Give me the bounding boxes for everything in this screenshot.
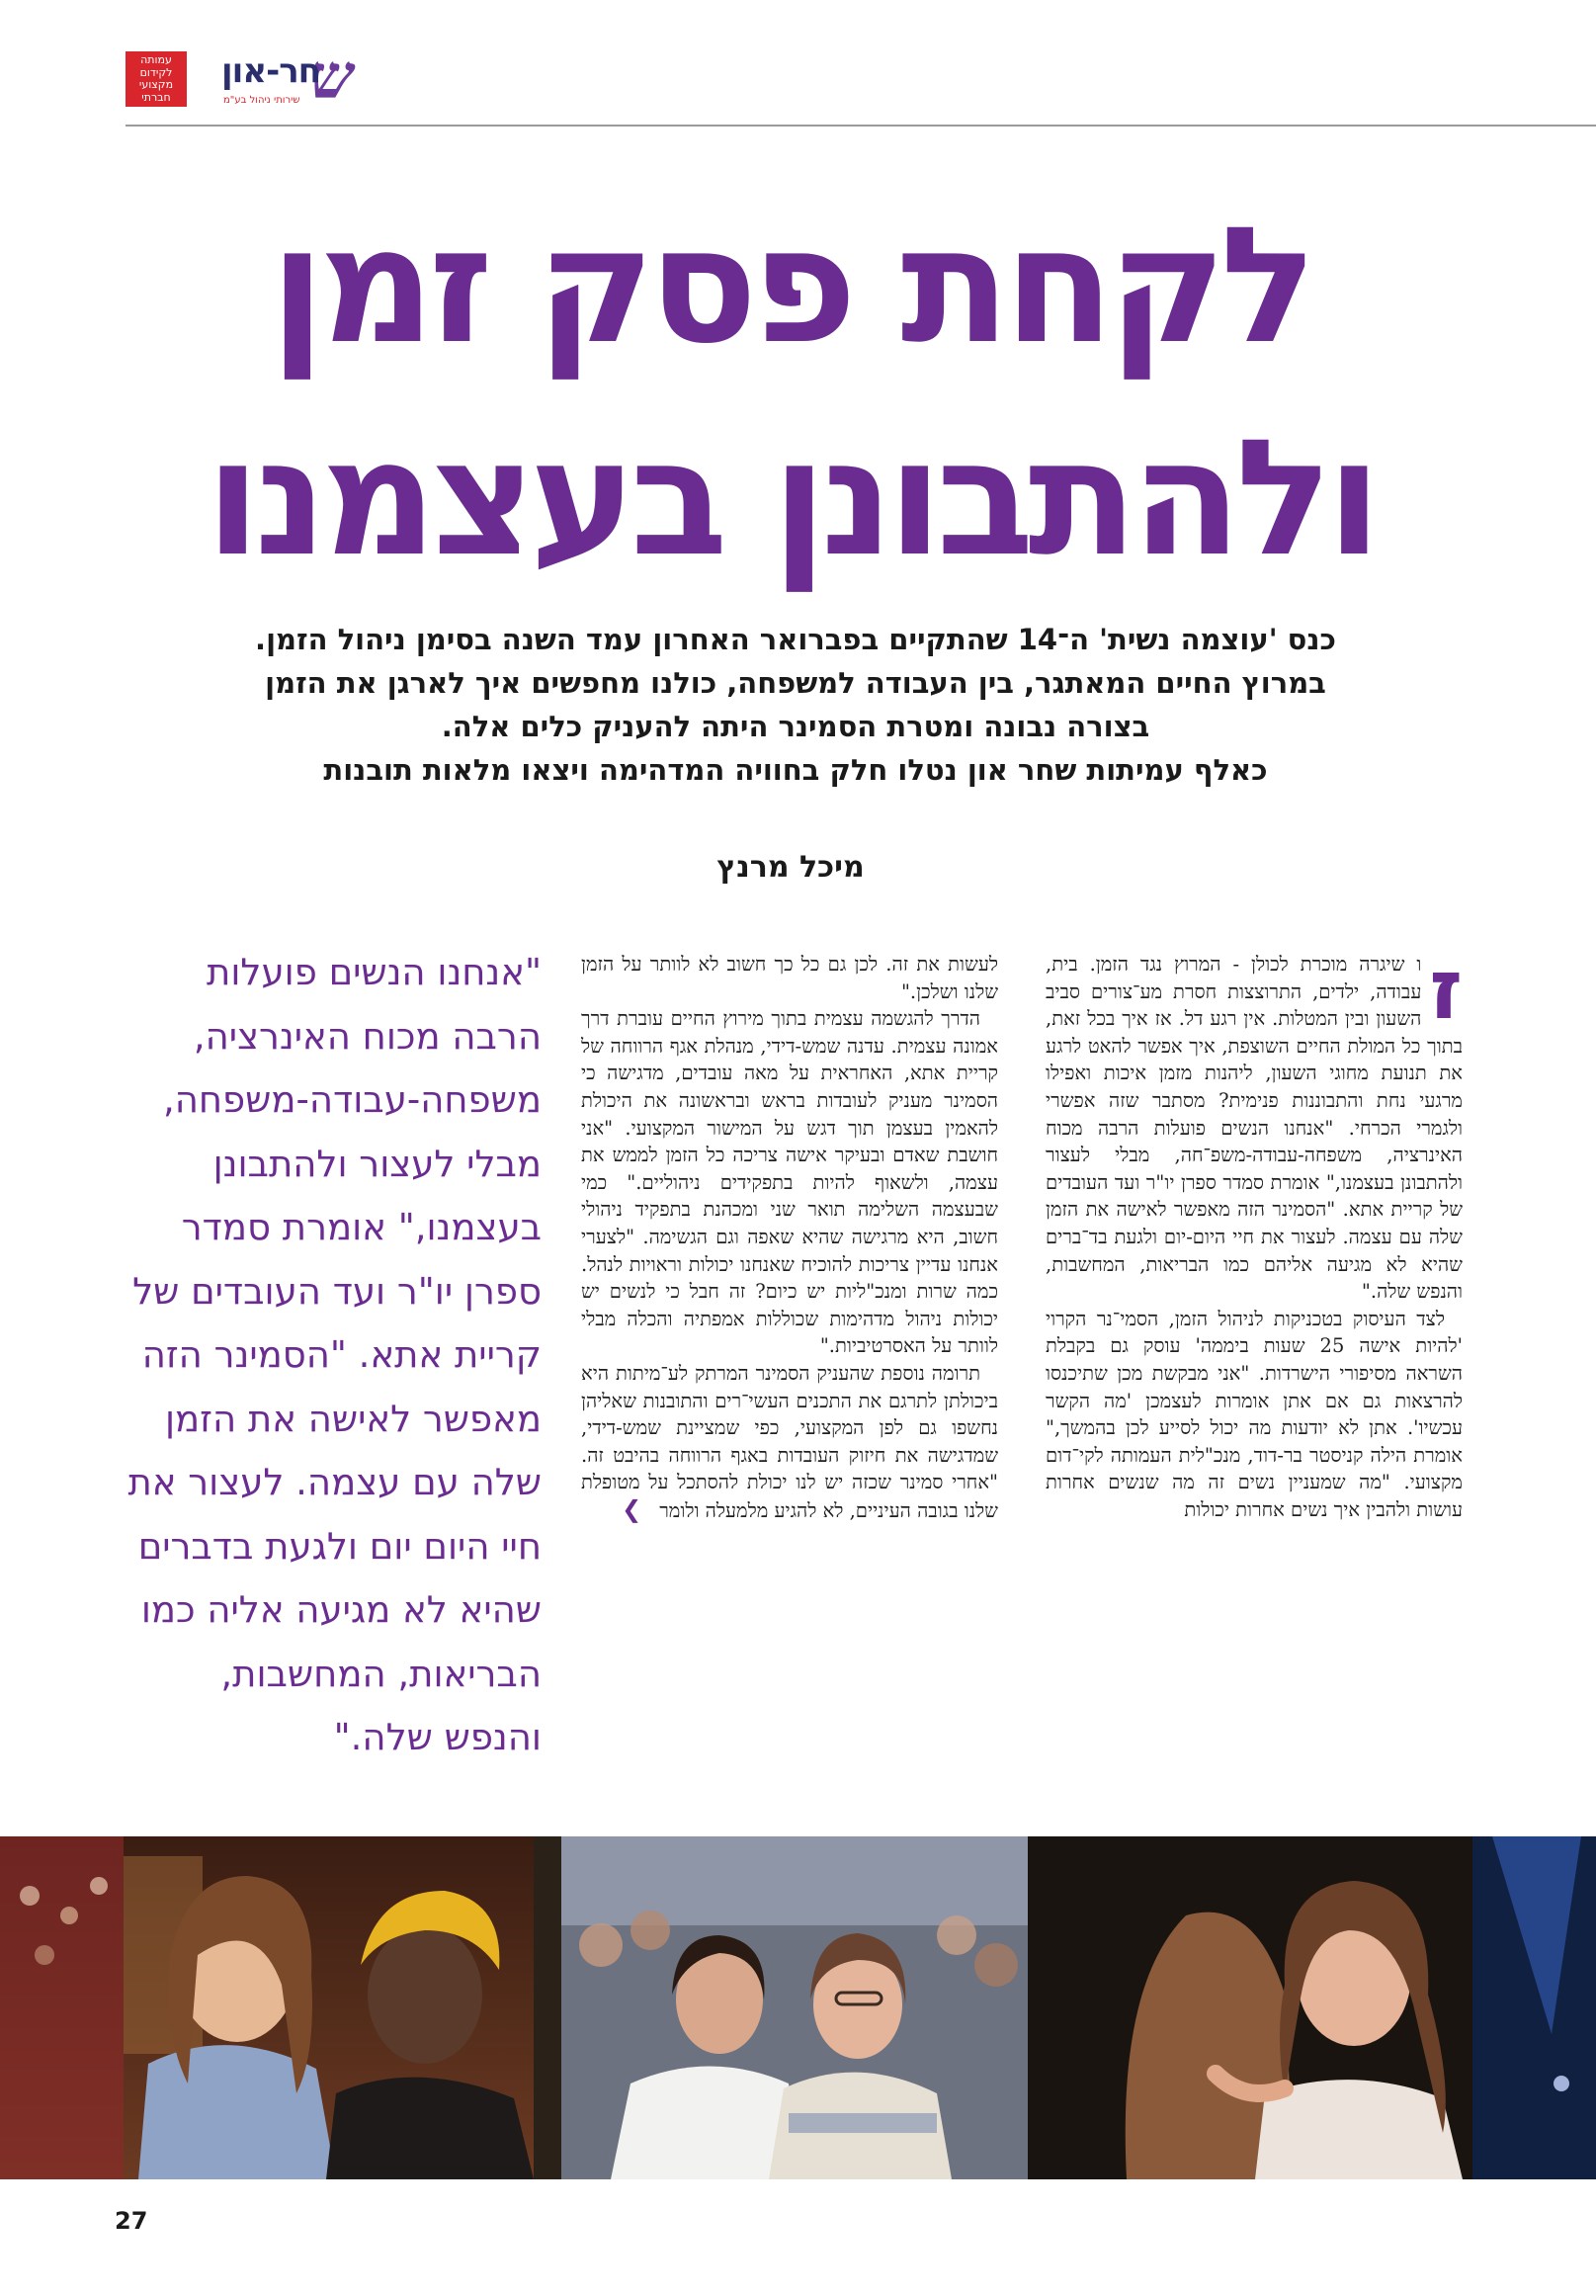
headline-line-2: ולהתבונן בעצמנו: [205, 406, 1377, 592]
paragraph-text: תרומה נוספת שהעניק הסמינר המרתק לע־מיתות היא ביכולתן לתרגם את התכנים העשי־רים והתובנות שאליהן נחשפו גם לפן המקצועי, כפי שמציינת שמש-דידי, שמדגישה את חיזוק העובדות באגף הרווחה בהיבט זה. "אחרי סמינר שכזה יש לנו יכולת להסתכל על מטופלת שלנו בגובה העיניים, לא להגיע מלמעלה ולומר: [581, 1361, 998, 1522]
header-divider: [126, 125, 1596, 127]
photo-two-women-embrace: [0, 1836, 561, 2179]
badge-line: עמותה: [140, 53, 172, 66]
badge-line: חברתי: [141, 90, 171, 104]
paragraph-text: ו שיגרה מוכרת לכולן - המרוץ נגד הזמן. בית, עבודה, ילדים, התרוצצות חסרת מע־צורים סביב השעון ובין המטלות. אין רגע דל. אז איך בכל זאת, בתוך כל המולת החיים השוצפת, איך אפשר להאט לרגע את תנועת מחוגי השעון, ליהנות מזמן איכות ואפילו מרגעי נחת והתבוננות פנימית? מסתבר שזה אפשרי ולגמרי הכרחי. "אנחנו הנשים פועלות הרבה מכוח האינרציה, משפחה-עבודה-משפ־חה, מבלי לעצור ולהתבונן בעצמנו," אומרת סמדר ספרן יו"ר ועד העובדים של קריית אתא. "הסמינר הזה מאפשר לאישה את הזמן שלה עם עצמה. לעצור את חיי היום-יום ולגעת בד־ברים שהיא לא מגיעה אליהם כמו הבריאות, המחשבות, והנפש שלה.": [1046, 953, 1463, 1304]
article-paragraph: לצד העיסוק בטכניקות לניהול הזמן, הסמי־נר הקרוי 'להיות אישה 25 שעות ביממה' עוסק גם בקבלת השראה מסיפורי הישרדות. "אני מבקשת מכן שתיכנסו להרצאות גם אם אתן אומרות לעצמכן 'מה הקשר עכשיו'. אתן לא יודעות מה יכול לסייע לכן בהמשך," אומרת הילה קניסטר בר-דוד, מנכ"לית העמותה לקי־דום מקצועי. "מה שמעניין נשים זה מה שנשים אחרות עושות ולהבין איך נשים אחרות יכולות: [1046, 1307, 1463, 1521]
article-paragraph: לעשות את זה. לכן גם כל כך חשוב לא לוותר על הזמן שלנו ושלכן.": [581, 953, 998, 1003]
lead-line: כנס 'עוצמה נשית' ה־14 שהתקיים בפברואר האחרון עמד השנה בסימן ניהול הזמן.: [255, 623, 1336, 656]
page-number: 27: [115, 2207, 148, 2235]
badge-line: מקצועי: [138, 78, 174, 91]
lead-line: כאלף עמיתות שחר און נטלו חלק בחוויה המדהימה ויצאו מלאות תובנות: [323, 753, 1268, 787]
badge-line: לקידום: [139, 65, 173, 79]
photo-women-hug: [1028, 1836, 1596, 2179]
association-logo-badge: [126, 51, 187, 107]
article-column-right: [1046, 941, 1463, 1523]
author-byline: מיכל מרנץ: [716, 850, 865, 885]
article-paragraph: [1046, 941, 1463, 1306]
lead-line: בצורה נבונה ומטרת הסמינר היתה להעניק כלים אלה.: [441, 710, 1150, 743]
article-lead: [188, 618, 1403, 792]
brand-logo-mark-icon: ש: [310, 41, 354, 113]
photo-women-smiling-crowd: [561, 1836, 1028, 2179]
photo-strip: [0, 1836, 1596, 2179]
lead-line: במרוץ החיים המאתגר, בין העבודה למשפחה, כולנו מחפשים איך לארגן את הזמן: [265, 666, 1326, 700]
article-column-middle: [581, 951, 998, 1524]
brand-logo: [217, 41, 354, 113]
continue-arrow-icon: ❯: [622, 1494, 642, 1523]
article-paragraph: [581, 1360, 998, 1525]
article-paragraph: הדרך להגשמה עצמית בתוך מירוץ החיים עוברת דרך אמונה עצמית. עדנה שמש-דידי, מנהלת אגף הרווחה של קריית אתא, האחראית על מאה עובדים, מדגישה כי הסמינר מעניק לעובדות בראש ובראשונה את היכולת להאמין בעצמן תוך דגש על המישור המקצועי. "אני חושבת שאדם ובעיקר אישה צריכה כל הזמן לממש את עצמה, ולשאוף להיות בתפקידים ניהוליים." כמי שבעצמה השלימה תואר שני ומכהנת בתפקיד ניהולי חשוב, היא מרגישה שהיא שאפה וגם הגשימה. "לצערי אנחנו עדיין צריכות להוכיח שאנחנו יכולות וראויות לנהל. כמה שרות ומנכ"ליות יש כיום? זה חבל כי לנשים יש יכולות ניהול מדהימות שכוללות אמפתיה והכלה מבלי לוותר על האסרטיביות.": [581, 1007, 998, 1358]
brand-subtitle: שירותי ניהול בע"מ: [223, 95, 300, 106]
pull-quote: "אנחנו הנשים פועלות הרבה מכוח האינרציה, משפחה-עבודה-משפחה, מבלי לעצור ולהתבונן בעצמנו," אומרת סמדר ספרן יו"ר ועד העובדים של קריית אתא. "הסמינר הזה מאפשר לאישה את הזמן שלה עם עצמה. לעצור את חיי היום יום ולגעת בדברים שהיא לא מגיעה אליה כמו הבריאות, המחשבות, והנפש שלה.": [127, 951, 542, 1758]
headline-line-1: לקחת פסק זמן: [270, 194, 1311, 380]
brand-name: חר-און: [221, 51, 321, 91]
drop-cap: ז: [1429, 941, 1463, 1038]
